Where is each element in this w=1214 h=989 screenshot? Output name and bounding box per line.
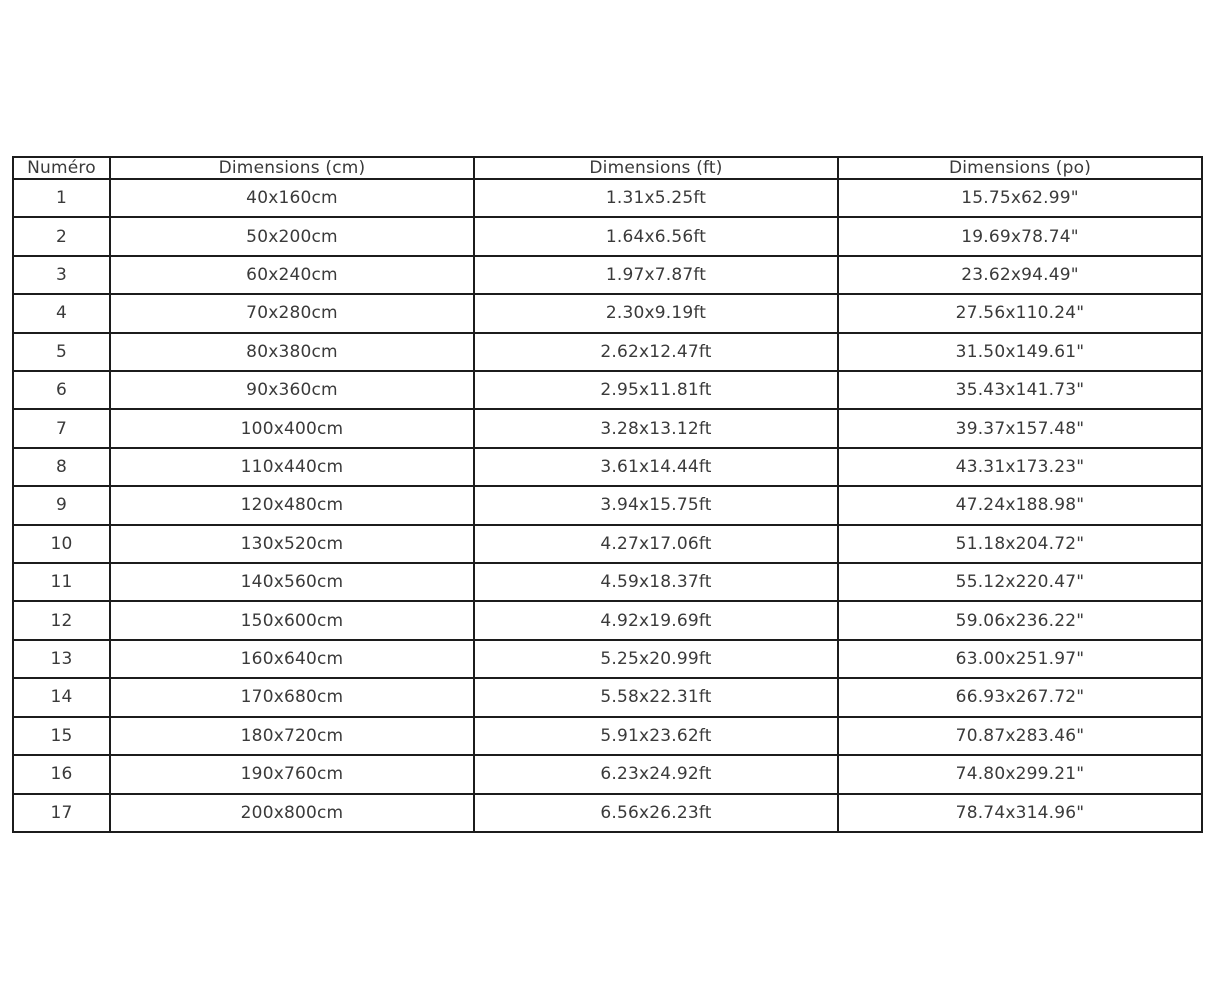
table-row — [13, 217, 1202, 255]
table-cell: 130x520cm — [110, 525, 474, 563]
table-cell: 6.23x24.92ft — [474, 755, 838, 793]
table-cell: 4 — [13, 294, 110, 332]
table-cell: 40x160cm — [110, 179, 474, 217]
table-cell: 1 — [13, 179, 110, 217]
table-cell: 11 — [13, 563, 110, 601]
table-cell: 19.69x78.74" — [838, 217, 1202, 255]
table-cell: 140x560cm — [110, 563, 474, 601]
table-cell: 100x400cm — [110, 409, 474, 447]
table-cell: 63.00x251.97" — [838, 640, 1202, 678]
table-cell: 1.97x7.87ft — [474, 256, 838, 294]
table-cell: 12 — [13, 601, 110, 639]
column-header: Dimensions (ft) — [474, 157, 838, 179]
table-cell: 9 — [13, 486, 110, 524]
table-cell: 59.06x236.22" — [838, 601, 1202, 639]
table-cell: 1.64x6.56ft — [474, 217, 838, 255]
table-row — [13, 601, 1202, 639]
table-cell: 6.56x26.23ft — [474, 794, 838, 833]
table-row — [13, 448, 1202, 486]
table-cell: 70x280cm — [110, 294, 474, 332]
table-cell: 55.12x220.47" — [838, 563, 1202, 601]
table-cell: 2.30x9.19ft — [474, 294, 838, 332]
table-cell: 200x800cm — [110, 794, 474, 833]
table-cell: 14 — [13, 678, 110, 716]
table-cell: 2 — [13, 217, 110, 255]
table-header — [13, 157, 1202, 179]
table-body — [13, 179, 1202, 832]
table-cell: 3.61x14.44ft — [474, 448, 838, 486]
table-cell: 66.93x267.72" — [838, 678, 1202, 716]
table-cell: 3.94x15.75ft — [474, 486, 838, 524]
table-row — [13, 371, 1202, 409]
table-row — [13, 678, 1202, 716]
table-cell: 43.31x173.23" — [838, 448, 1202, 486]
dimensions-table — [12, 156, 1203, 833]
table-cell: 170x680cm — [110, 678, 474, 716]
table-cell: 7 — [13, 409, 110, 447]
table-row — [13, 333, 1202, 371]
table-cell: 35.43x141.73" — [838, 371, 1202, 409]
table-row — [13, 640, 1202, 678]
table-cell: 4.59x18.37ft — [474, 563, 838, 601]
table-row — [13, 256, 1202, 294]
column-header: Dimensions (po) — [838, 157, 1202, 179]
table-cell: 3 — [13, 256, 110, 294]
column-header: Dimensions (cm) — [110, 157, 474, 179]
table-cell: 47.24x188.98" — [838, 486, 1202, 524]
table-cell: 4.27x17.06ft — [474, 525, 838, 563]
table-cell: 27.56x110.24" — [838, 294, 1202, 332]
dimensions-table-container — [12, 156, 1201, 833]
table-cell: 8 — [13, 448, 110, 486]
table-cell: 39.37x157.48" — [838, 409, 1202, 447]
table-row — [13, 179, 1202, 217]
table-cell: 16 — [13, 755, 110, 793]
table-row — [13, 525, 1202, 563]
table-row — [13, 294, 1202, 332]
table-cell: 90x360cm — [110, 371, 474, 409]
header-row — [13, 157, 1202, 179]
table-cell: 2.95x11.81ft — [474, 371, 838, 409]
table-row — [13, 755, 1202, 793]
table-cell: 70.87x283.46" — [838, 717, 1202, 755]
table-cell: 150x600cm — [110, 601, 474, 639]
table-cell: 17 — [13, 794, 110, 833]
table-row — [13, 563, 1202, 601]
table-cell: 120x480cm — [110, 486, 474, 524]
table-cell: 78.74x314.96" — [838, 794, 1202, 833]
table-cell: 23.62x94.49" — [838, 256, 1202, 294]
table-cell: 180x720cm — [110, 717, 474, 755]
table-row — [13, 409, 1202, 447]
table-cell: 6 — [13, 371, 110, 409]
table-cell: 3.28x13.12ft — [474, 409, 838, 447]
table-cell: 5.58x22.31ft — [474, 678, 838, 716]
column-header: Numéro — [13, 157, 110, 179]
table-cell: 10 — [13, 525, 110, 563]
table-cell: 60x240cm — [110, 256, 474, 294]
table-cell: 1.31x5.25ft — [474, 179, 838, 217]
table-cell: 50x200cm — [110, 217, 474, 255]
table-cell: 5.25x20.99ft — [474, 640, 838, 678]
table-cell: 74.80x299.21" — [838, 755, 1202, 793]
table-cell: 13 — [13, 640, 110, 678]
table-cell: 110x440cm — [110, 448, 474, 486]
table-cell: 5 — [13, 333, 110, 371]
table-cell: 51.18x204.72" — [838, 525, 1202, 563]
table-cell: 80x380cm — [110, 333, 474, 371]
table-row — [13, 486, 1202, 524]
table-row — [13, 717, 1202, 755]
table-cell: 2.62x12.47ft — [474, 333, 838, 371]
table-cell: 5.91x23.62ft — [474, 717, 838, 755]
table-cell: 4.92x19.69ft — [474, 601, 838, 639]
table-cell: 15.75x62.99" — [838, 179, 1202, 217]
table-row — [13, 794, 1202, 833]
table-cell: 15 — [13, 717, 110, 755]
table-cell: 190x760cm — [110, 755, 474, 793]
table-cell: 160x640cm — [110, 640, 474, 678]
table-cell: 31.50x149.61" — [838, 333, 1202, 371]
